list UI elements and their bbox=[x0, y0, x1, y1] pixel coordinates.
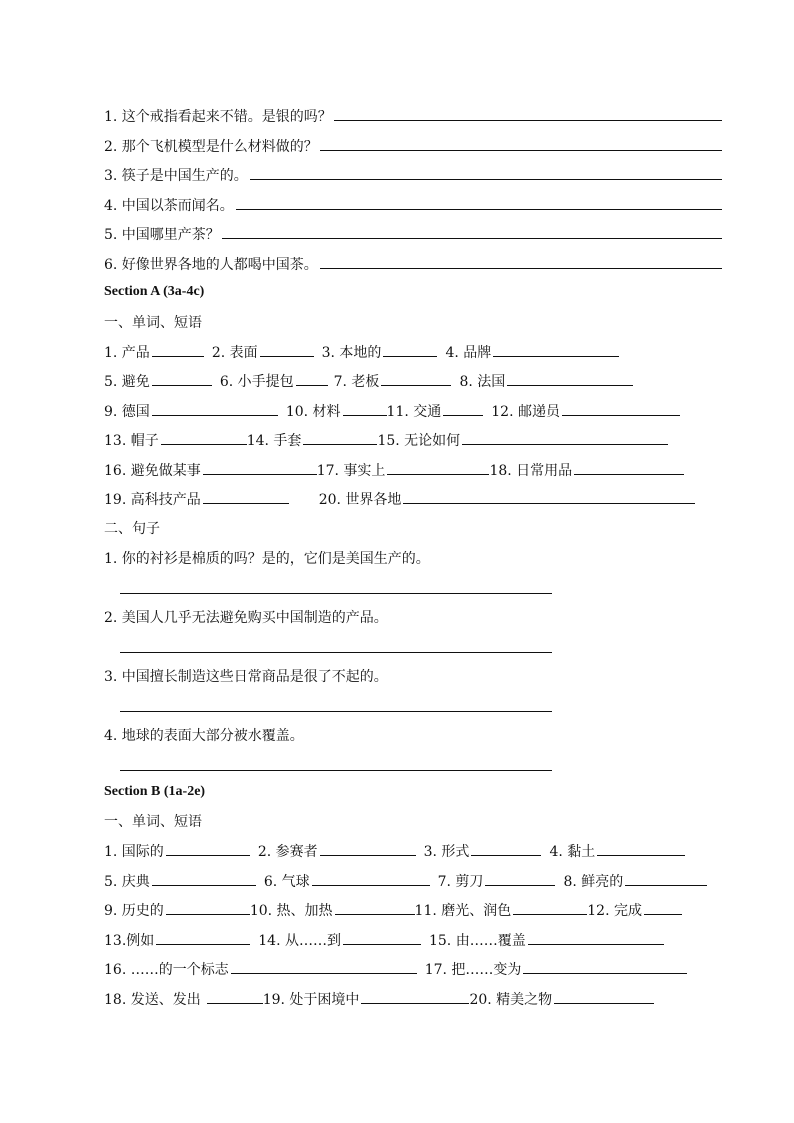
vocab-item: 9. 历史的 bbox=[104, 900, 250, 920]
answer-blank[interactable] bbox=[361, 1003, 469, 1004]
vocab-item: 12. 邮递员 bbox=[491, 401, 680, 421]
answer-blank[interactable] bbox=[343, 944, 421, 945]
vocab-item: 3. 形式 bbox=[424, 841, 542, 861]
sentence-answer-line[interactable] bbox=[120, 770, 552, 771]
question-row bbox=[104, 222, 722, 244]
answer-blank[interactable] bbox=[493, 356, 619, 357]
vocab-item: 1. 产品 bbox=[104, 342, 204, 362]
answer-blank[interactable] bbox=[166, 914, 250, 915]
question-row bbox=[104, 163, 722, 185]
answer-blank[interactable] bbox=[296, 385, 328, 386]
answer-blank[interactable] bbox=[334, 120, 722, 121]
vocab-item: 10. 材料 bbox=[286, 401, 387, 421]
question-text: 5. 中国哪里产茶？ bbox=[104, 227, 220, 243]
answer-blank[interactable] bbox=[485, 885, 555, 886]
answer-blank[interactable] bbox=[554, 1003, 654, 1004]
answer-blank[interactable] bbox=[222, 238, 722, 239]
vocab-item: 17. 把……变为 bbox=[425, 959, 688, 979]
question-text: 2. 那个飞机模型是什么材料做的？ bbox=[104, 139, 318, 155]
vocab-item: 14. 从……到 bbox=[258, 930, 421, 950]
answer-blank[interactable] bbox=[320, 150, 722, 151]
vocab-item: 2. 表面 bbox=[212, 342, 314, 362]
vocab-item: 15. 无论如何 bbox=[377, 430, 668, 450]
question-row bbox=[104, 104, 722, 126]
answer-blank[interactable] bbox=[403, 503, 695, 504]
vocab-item: 18. 发送、发出 bbox=[104, 989, 263, 1009]
vocab-row bbox=[104, 957, 687, 979]
answer-blank[interactable] bbox=[443, 415, 483, 416]
vocab-item: 3. 本地的 bbox=[322, 342, 438, 362]
answer-blank[interactable] bbox=[625, 885, 707, 886]
vocab-row bbox=[104, 987, 654, 1009]
vocab-item: 1. 国际的 bbox=[104, 841, 250, 861]
answer-blank[interactable] bbox=[462, 444, 668, 445]
section-b-vocab-heading: 一、单词、短语 bbox=[104, 814, 202, 830]
sentence-prompt: 2. 美国人几乎无法避免购买中国制造的产品。 bbox=[104, 610, 388, 626]
answer-blank[interactable] bbox=[260, 356, 314, 357]
answer-blank[interactable] bbox=[387, 474, 489, 475]
answer-blank[interactable] bbox=[335, 914, 415, 915]
vocab-row bbox=[104, 487, 695, 509]
answer-blank[interactable] bbox=[236, 209, 722, 210]
vocab-item: 7. 剪刀 bbox=[438, 871, 556, 891]
answer-blank[interactable] bbox=[152, 385, 212, 386]
answer-blank[interactable] bbox=[343, 415, 387, 416]
sentence-prompt: 3. 中国擅长制造这些日常商品是很了不起的。 bbox=[104, 669, 388, 685]
vocab-item: 13.例如 bbox=[104, 930, 250, 950]
vocab-item: 12. 完成 bbox=[587, 900, 682, 920]
sentence-answer-line[interactable] bbox=[120, 652, 552, 653]
answer-blank[interactable] bbox=[523, 973, 687, 974]
answer-blank[interactable] bbox=[507, 385, 633, 386]
vocab-item: 19. 高科技产品 bbox=[104, 489, 289, 509]
answer-blank[interactable] bbox=[231, 973, 417, 974]
answer-blank[interactable] bbox=[320, 855, 416, 856]
vocab-row bbox=[104, 458, 684, 480]
sentence-prompt: 4. 地球的表面大部分被水覆盖。 bbox=[104, 728, 304, 744]
vocab-item: 19. 处于困境中 bbox=[263, 989, 470, 1009]
answer-blank[interactable] bbox=[597, 855, 685, 856]
vocab-item: 15. 由……覆盖 bbox=[429, 930, 664, 950]
vocab-item: 17. 事实上 bbox=[317, 460, 490, 480]
vocab-item: 11. 磨光、润色 bbox=[415, 900, 588, 920]
vocab-item: 5. 庆典 bbox=[104, 871, 256, 891]
sentence-answer-line[interactable] bbox=[120, 593, 552, 594]
vocab-row bbox=[104, 369, 633, 391]
answer-blank[interactable] bbox=[383, 356, 437, 357]
vocab-row bbox=[104, 340, 619, 362]
vocab-item: 2. 参赛者 bbox=[258, 841, 416, 861]
vocab-item: 14. 手套 bbox=[247, 430, 378, 450]
vocab-item: 4. 黏土 bbox=[549, 841, 685, 861]
answer-blank[interactable] bbox=[644, 914, 682, 915]
answer-blank[interactable] bbox=[166, 855, 250, 856]
section-a-vocab-heading: 一、单词、短语 bbox=[104, 315, 202, 331]
sentence-answer-line[interactable] bbox=[120, 711, 552, 712]
answer-blank[interactable] bbox=[152, 415, 278, 416]
vocab-row bbox=[104, 869, 707, 891]
section-b-title: Section B (1a-2e) bbox=[104, 784, 206, 799]
answer-blank[interactable] bbox=[381, 385, 451, 386]
question-row bbox=[104, 134, 722, 156]
vocab-item: 8. 法国 bbox=[459, 371, 633, 391]
vocab-item: 5. 避免 bbox=[104, 371, 212, 391]
vocab-item: 7. 老板 bbox=[334, 371, 452, 391]
sentence-prompt: 1. 你的衬衫是棉质的吗？是的，它们是美国生产的。 bbox=[104, 551, 430, 567]
answer-blank[interactable] bbox=[203, 503, 289, 504]
answer-blank[interactable] bbox=[312, 885, 430, 886]
vocab-item: 11. 交通 bbox=[387, 401, 484, 421]
vocab-row bbox=[104, 399, 680, 421]
vocab-item: 6. 小手提包 bbox=[220, 371, 328, 391]
answer-blank[interactable] bbox=[250, 179, 722, 180]
vocab-item: 9. 德国 bbox=[104, 401, 278, 421]
question-row bbox=[104, 193, 722, 215]
question-row bbox=[104, 252, 722, 274]
answer-blank[interactable] bbox=[320, 268, 722, 269]
question-text: 3. 筷子是中国生产的。 bbox=[104, 168, 248, 184]
vocab-item: 16. ……的一个标志 bbox=[104, 959, 417, 979]
vocab-item: 20. 精美之物 bbox=[469, 989, 654, 1009]
question-text: 1. 这个戒指看起来不错。是银的吗？ bbox=[104, 109, 332, 125]
answer-blank[interactable] bbox=[152, 356, 204, 357]
answer-blank[interactable] bbox=[156, 944, 250, 945]
vocab-item: 16. 避免做某事 bbox=[104, 460, 317, 480]
vocab-item: 18. 日常用品 bbox=[489, 460, 684, 480]
answer-blank[interactable] bbox=[513, 914, 587, 915]
answer-blank[interactable] bbox=[303, 444, 377, 445]
vocab-item: 13. 帽子 bbox=[104, 430, 247, 450]
vocab-item: 8. 鲜亮的 bbox=[563, 871, 707, 891]
vocab-row bbox=[104, 428, 668, 450]
vocab-item: 6. 气球 bbox=[264, 871, 430, 891]
vocab-item: 20. 世界各地 bbox=[319, 489, 696, 509]
answer-blank[interactable] bbox=[528, 944, 664, 945]
answer-blank[interactable] bbox=[207, 1003, 263, 1004]
answer-blank[interactable] bbox=[562, 415, 680, 416]
vocab-item: 10. 热、加热 bbox=[250, 900, 415, 920]
question-text: 6. 好像世界各地的人都喝中国茶。 bbox=[104, 257, 318, 273]
vocab-row bbox=[104, 898, 682, 920]
question-text: 4. 中国以茶而闻名。 bbox=[104, 198, 234, 214]
section-a-title: Section A (3a-4c) bbox=[104, 284, 205, 299]
answer-blank[interactable] bbox=[152, 885, 256, 886]
vocab-row bbox=[104, 928, 664, 950]
answer-blank[interactable] bbox=[471, 855, 541, 856]
section-a-sentence-heading: 二、句子 bbox=[104, 521, 160, 537]
vocab-item: 4. 品牌 bbox=[445, 342, 619, 362]
answer-blank[interactable] bbox=[203, 474, 317, 475]
answer-blank[interactable] bbox=[161, 444, 247, 445]
vocab-row bbox=[104, 839, 685, 861]
answer-blank[interactable] bbox=[574, 474, 684, 475]
